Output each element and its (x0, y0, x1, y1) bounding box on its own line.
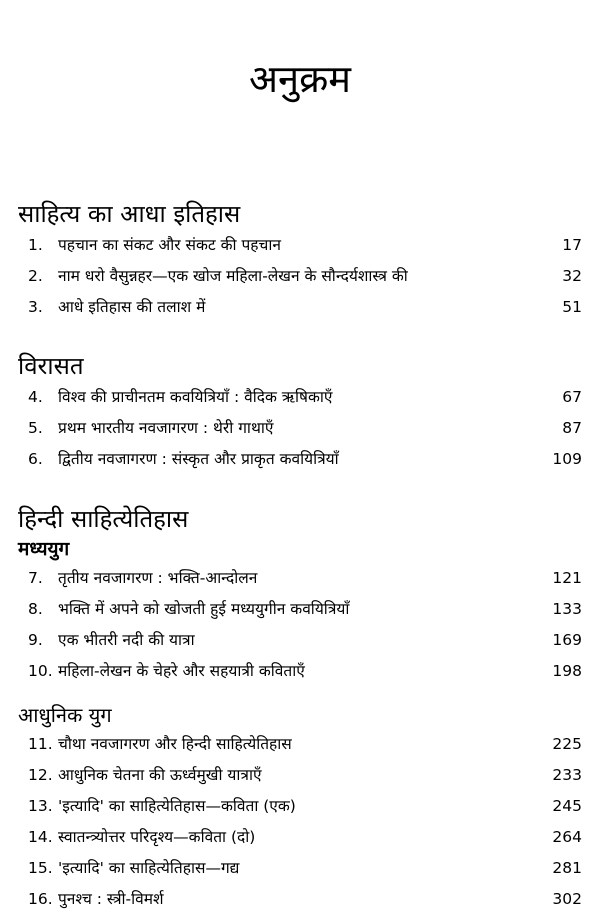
entry-title: आधे इतिहास की तलाश में (58, 298, 206, 316)
subsection-title-madhyayug: मध्ययुग (18, 538, 70, 560)
entry-page-number: 121 (552, 569, 582, 587)
toc-list (18, 563, 588, 687)
entry-title: पहचान का संकट और संकट की पहचान (58, 236, 281, 254)
entry-number: 1. (28, 236, 43, 254)
entry-number: 9. (28, 631, 43, 649)
section-title: साहित्य का आधा इतिहास (18, 200, 241, 228)
toc-entry[interactable] (18, 884, 588, 915)
entry-title: स्वातन्त्र्योत्तर परिदृश्य—कविता (दो) (58, 828, 256, 846)
entry-number: 13. (28, 797, 53, 815)
entry-title: पुनश्च : स्त्री-विमर्श (58, 890, 164, 908)
entry-page-number: 169 (552, 631, 582, 649)
entry-page-number: 245 (552, 797, 582, 815)
toc-entry[interactable] (18, 382, 588, 413)
entry-title: आधुनिक चेतना की ऊर्ध्वमुखी यात्राएँ (58, 766, 262, 784)
toc-entry[interactable] (18, 594, 588, 625)
entry-number: 3. (28, 298, 43, 316)
entry-number: 8. (28, 600, 43, 618)
toc-entry[interactable] (18, 292, 588, 323)
entry-number: 7. (28, 569, 43, 587)
toc-entry[interactable] (18, 822, 588, 853)
toc-list (18, 230, 588, 323)
toc-entry[interactable] (18, 729, 588, 760)
toc-entry[interactable] (18, 230, 588, 261)
toc-entry[interactable] (18, 656, 588, 687)
section-title: हिन्दी साहित्येतिहास (18, 505, 189, 533)
entry-page-number: 17 (562, 236, 582, 254)
entry-number: 6. (28, 450, 43, 468)
entry-number: 2. (28, 267, 43, 285)
entry-page-number: 133 (552, 600, 582, 618)
entry-title: एक भीतरी नदी की यात्रा (58, 631, 195, 649)
entry-page-number: 225 (552, 735, 582, 753)
entry-title: नाम धरो वैसुन्नहर—एक खोज महिला-लेखन के सौन्दर्यशास्त्र की (58, 267, 408, 285)
toc-entry[interactable] (18, 625, 588, 656)
section-virasat (18, 350, 588, 475)
entry-page-number: 198 (552, 662, 582, 680)
entry-title: 'इत्यादि' का साहित्येतिहास—कविता (एक) (58, 797, 296, 815)
entry-page-number: 109 (552, 450, 582, 468)
entry-title: 'इत्यादि' का साहित्येतिहास—गद्य (58, 859, 240, 877)
entry-number: 16. (28, 890, 53, 908)
toc-entry[interactable] (18, 853, 588, 884)
entry-page-number: 281 (552, 859, 582, 877)
toc-entry[interactable] (18, 261, 588, 292)
section-title: विरासत (18, 352, 84, 380)
toc-entry[interactable] (18, 791, 588, 822)
entry-number: 12. (28, 766, 53, 784)
entry-number: 15. (28, 859, 53, 877)
toc-entry[interactable] (18, 760, 588, 791)
entry-page-number: 32 (562, 267, 582, 285)
entry-page-number: 87 (562, 419, 582, 437)
toc-entry[interactable] (18, 563, 588, 594)
entry-number: 5. (28, 419, 43, 437)
entry-page-number: 233 (552, 766, 582, 784)
entry-title: तृतीय नवजागरण : भक्ति-आन्दोलन (58, 569, 258, 587)
entry-title: भक्ति में अपने को खोजती हुई मध्ययुगीन कवयित्रियाँ (58, 600, 350, 618)
entry-page-number: 302 (552, 890, 582, 908)
entry-number: 4. (28, 388, 43, 406)
toc-entry[interactable] (18, 444, 588, 475)
entry-title: महिला-लेखन के चेहरे और सहयात्री कविताएँ (58, 662, 305, 680)
section-sahitya-ka-aadha-itihas (18, 198, 588, 323)
entry-title: विश्व की प्राचीनतम कवयित्रियाँ : वैदिक ऋषिकाएँ (58, 388, 333, 406)
entry-page-number: 264 (552, 828, 582, 846)
entry-page-number: 67 (562, 388, 582, 406)
entry-title: प्रथम भारतीय नवजागरण : थेरी गाथाएँ (58, 419, 274, 437)
entry-number: 11. (28, 735, 53, 753)
entry-page-number: 51 (562, 298, 582, 316)
section-hindi-sahityetihas (18, 503, 588, 915)
entry-number: 14. (28, 828, 53, 846)
toc-list (18, 729, 588, 915)
entry-title: चौथा नवजागरण और हिन्दी साहित्येतिहास (58, 735, 292, 753)
page-title: अनुक्रम (248, 57, 352, 101)
subsection-title-aadhunik-yug: आधुनिक युग (18, 703, 112, 727)
entry-number: 10. (28, 662, 53, 680)
toc-entry[interactable] (18, 413, 588, 444)
entry-title: द्वितीय नवजागरण : संस्कृत और प्राकृत कवयित्रियाँ (58, 450, 339, 468)
toc-list (18, 382, 588, 475)
